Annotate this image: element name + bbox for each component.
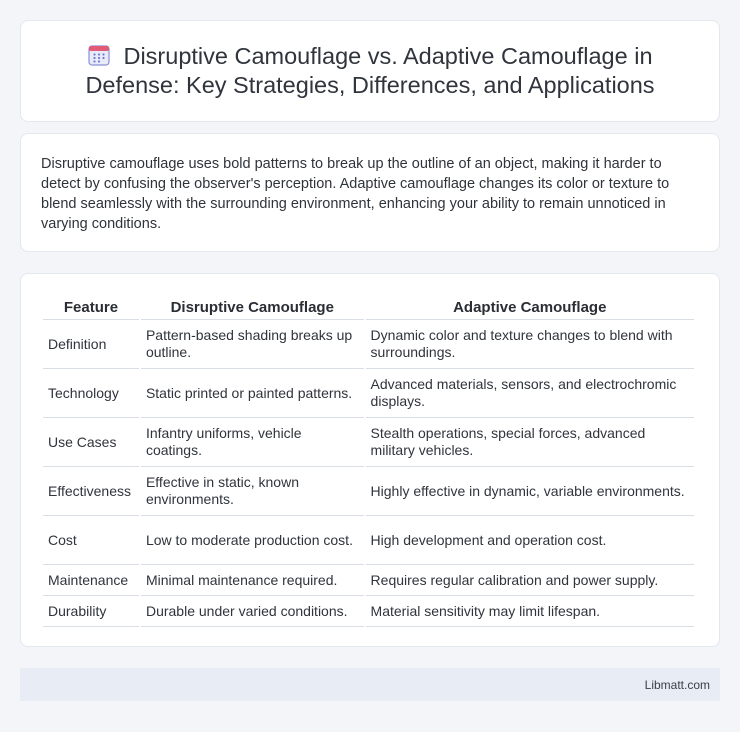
adaptive-cell: Highly effective in dynamic, variable environments.: [366, 467, 694, 516]
intro-paragraph: Disruptive camouflage uses bold patterns to break up the outline of an object, making it harder to detect by confusing the observer's perception. Adaptive camouflage changes its color or texture to blend seamlessly with the surrounding environment, enhancing your ability to remain unnoticed in varying conditions.: [41, 156, 670, 232]
page-title-text: Disruptive Camouflage vs. Adaptive Camouflage in Defense: Key Strategies, Differences, and Applications: [85, 43, 655, 98]
adaptive-cell: High development and operation cost.: [366, 516, 694, 565]
disruptive-cell: Infantry uniforms, vehicle coatings.: [141, 418, 364, 467]
disruptive-cell: Static printed or painted patterns.: [141, 369, 364, 418]
adaptive-cell: Stealth operations, special forces, advanced military vehicles.: [366, 418, 694, 467]
calendar-icon: [87, 43, 111, 67]
disruptive-cell: Minimal maintenance required.: [141, 565, 364, 596]
column-header: Disruptive Camouflage: [141, 294, 364, 320]
adaptive-cell: Requires regular calibration and power supply.: [366, 565, 694, 596]
page-title: [50, 42, 690, 100]
table-row: [43, 418, 694, 467]
disruptive-cell: Pattern-based shading breaks up outline.: [141, 320, 364, 369]
feature-cell: Cost: [43, 516, 139, 565]
feature-cell: Definition: [43, 320, 139, 369]
disruptive-cell: Effective in static, known environments.: [141, 467, 364, 516]
title-card: [20, 20, 720, 122]
feature-cell: Use Cases: [43, 418, 139, 467]
feature-cell: Durability: [43, 596, 139, 627]
feature-cell: Technology: [43, 369, 139, 418]
footer-site-link[interactable]: Libmatt.com: [644, 677, 710, 692]
intro-card: [20, 133, 720, 252]
comparison-table: [41, 294, 696, 627]
table-row: [43, 565, 694, 596]
table-row: [43, 320, 694, 369]
adaptive-cell: Advanced materials, sensors, and electrochromic displays.: [366, 369, 694, 418]
column-header: Feature: [43, 294, 139, 320]
disruptive-cell: Low to moderate production cost.: [141, 516, 364, 565]
table-row: [43, 596, 694, 627]
feature-cell: Maintenance: [43, 565, 139, 596]
adaptive-cell: Material sensitivity may limit lifespan.: [366, 596, 694, 627]
comparison-card: [20, 273, 720, 647]
disruptive-cell: Durable under varied conditions.: [141, 596, 364, 627]
title-wrap: [50, 42, 690, 100]
feature-cell: Effectiveness: [43, 467, 139, 516]
table-header-row: [43, 294, 694, 320]
column-header: Adaptive Camouflage: [366, 294, 694, 320]
footer-bar: [20, 668, 720, 701]
table-row: [43, 369, 694, 418]
table-row: [43, 467, 694, 516]
adaptive-cell: Dynamic color and texture changes to blend with surroundings.: [366, 320, 694, 369]
table-row: [43, 516, 694, 565]
